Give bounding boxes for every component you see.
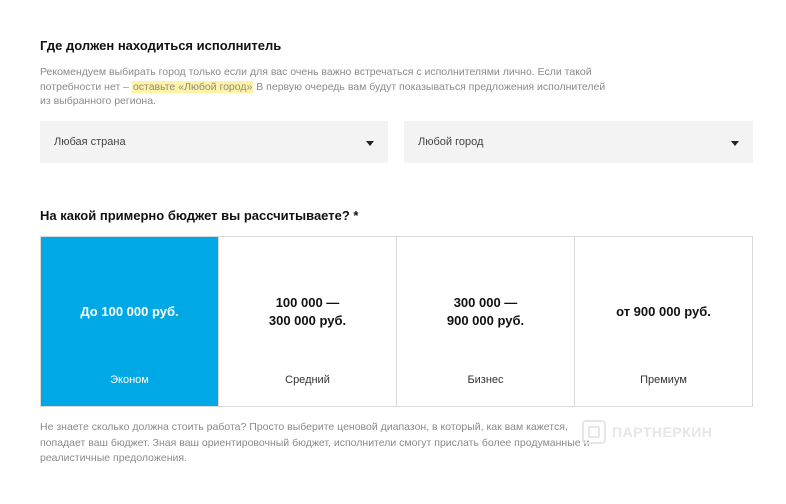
- watermark-logo-icon: [582, 420, 606, 444]
- chevron-down-icon: [731, 141, 739, 146]
- budget-option-tier: Средний: [285, 374, 330, 386]
- location-heading: Где должен находиться исполнитель: [40, 38, 282, 53]
- budget-heading: На какой примерно бюджет вы рассчитываете? *: [40, 208, 359, 223]
- budget-option-premium[interactable]: [574, 237, 752, 406]
- budget-option-economy[interactable]: [41, 237, 218, 406]
- watermark: [582, 420, 712, 444]
- budget-note: Не знаете сколько должна стоить работа? Просто выберите ценовой диапазон, в который, как вам кажется, попадает ваш бюджет. Зная ваш ориентировочный бюджет, исполнители смогут прислать более продуманные и реалистичные предоложения.: [40, 421, 590, 464]
- description-text-end: В первую очередь вам будут показываться предложения исполнителей из выбранного региона.: [40, 80, 606, 107]
- country-select-value: Любая страна: [54, 136, 126, 148]
- budget-options: [40, 236, 753, 407]
- city-select[interactable]: [404, 121, 753, 163]
- chevron-down-icon: [366, 141, 374, 146]
- location-description: [40, 65, 610, 109]
- watermark-text: ПАРТНЕРКИН: [612, 424, 713, 440]
- country-select[interactable]: [40, 121, 388, 163]
- description-text: Рекомендуем выбирать город только если для вас очень важно встречаться с исполнителями лично. Если такой потребности нет –: [40, 66, 592, 93]
- budget-option-medium[interactable]: [218, 237, 396, 406]
- budget-option-business[interactable]: [396, 237, 574, 406]
- any-city-link[interactable]: оставьте «Любой город»: [132, 80, 253, 93]
- budget-option-price: 300 000 — 900 000 руб.: [446, 295, 525, 328]
- budget-option-tier: Эконом: [110, 374, 149, 386]
- budget-option-price: До 100 000 руб.: [80, 304, 179, 319]
- budget-option-price: от 900 000 руб.: [616, 304, 711, 319]
- budget-option-price: 100 000 — 300 000 руб.: [268, 295, 347, 328]
- budget-option-tier: Премиум: [640, 374, 687, 386]
- city-select-value: Любой город: [418, 136, 484, 148]
- budget-option-tier: Бизнес: [467, 374, 504, 386]
